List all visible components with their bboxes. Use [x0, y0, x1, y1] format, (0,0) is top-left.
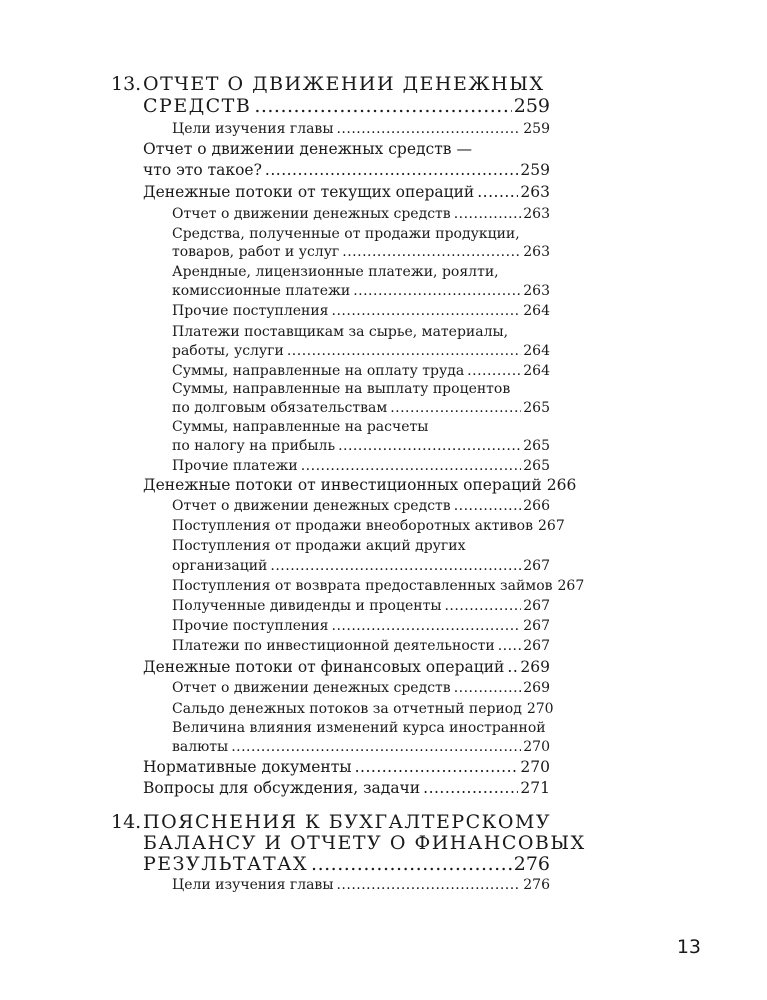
toc-entry [172, 599, 550, 613]
toc-entry-text: Суммы, направленные на оплату труда [172, 363, 465, 379]
toc-entry [172, 304, 550, 318]
toc-entry-text: работы, услуги [172, 343, 284, 359]
toc-entry [172, 539, 465, 553]
toc-page-number: 259 [523, 121, 550, 137]
toc-entry [172, 878, 550, 892]
toc-page-number: 263 [523, 283, 550, 299]
toc-entry-text: Денежные потоки от инвестиционных операций [143, 476, 542, 494]
chapter-title-text: ОТЧЕТ О ДВИЖЕНИИ ДЕНЕЖНЫХ [143, 73, 545, 95]
toc-page-number: 266 [546, 476, 577, 494]
toc-entry [143, 163, 550, 179]
dot-leader [390, 401, 521, 415]
dot-leader [477, 185, 518, 201]
toc-page-number: 264 [523, 303, 550, 319]
toc-entry [172, 344, 550, 358]
toc-entry-text: Цели изучения главы [172, 121, 334, 137]
toc-page-number: 267 [538, 518, 565, 534]
toc-page-number: 265 [523, 458, 550, 474]
chapter-title-text: СРЕДСТВ [143, 95, 252, 117]
toc-entry-text: валюты [172, 739, 229, 755]
toc-entry-text: Цели изучения главы [172, 877, 334, 893]
toc-entry [172, 721, 546, 735]
toc-entry-text: Средства, полученные от продажи продукции, [172, 226, 520, 242]
dot-leader [454, 499, 522, 513]
toc-entry-text: Прочие поступления [172, 618, 329, 634]
toc-entry [172, 122, 550, 136]
toc-entry-text: Суммы, направленные на расчеты [172, 419, 429, 435]
toc-page-number: 259 [513, 95, 550, 117]
chapter-title-text: ПОЯСНЕНИЯ К БУХГАЛТЕРСКОМУ [143, 811, 552, 833]
toc-entry [172, 265, 499, 279]
toc-entry-text: Поступления от продажи внеоборотных активов [172, 518, 533, 534]
dot-leader [507, 660, 518, 676]
toc-page-number: 267 [557, 578, 585, 594]
dot-leader [265, 163, 518, 179]
toc-page-number: 276 [513, 853, 550, 875]
toc-page-number: 270 [520, 758, 550, 776]
toc-page-number: 271 [520, 779, 550, 797]
toc-page-number: 267 [523, 558, 550, 574]
toc-page-number: 264 [523, 363, 550, 379]
toc-entry-text: Денежные потоки от текущих операций [143, 183, 475, 201]
toc-page-number: 269 [520, 658, 550, 676]
dot-leader [444, 599, 521, 613]
chapter-number: 14. [111, 811, 142, 833]
toc-entry [172, 578, 585, 594]
toc-entry-text: Величина влияния изменений курса иностранной [172, 720, 546, 736]
toc-entry [172, 227, 520, 241]
toc-entry [143, 185, 550, 201]
toc-entry-text: Прочие поступления [172, 303, 329, 319]
toc-page-number: 265 [523, 400, 550, 416]
toc-entry-text: Платежи по инвестиционной деятельности [172, 638, 495, 654]
toc-entry-text: Отчет о движении денежных средств [172, 680, 451, 696]
toc-entry [172, 559, 550, 573]
dot-leader [338, 439, 521, 453]
toc-entry-text: Сальдо денежных потоков за отчетный период [172, 701, 522, 717]
toc-page-number: 263 [520, 183, 550, 201]
dot-leader [355, 760, 519, 776]
toc-entry [172, 740, 550, 754]
toc-entry [143, 476, 577, 494]
page-number: 13 [676, 936, 701, 958]
dot-leader [454, 207, 522, 221]
dot-leader [342, 245, 521, 259]
toc-entry-text: Поступления от продажи акций других [172, 538, 466, 554]
toc-entry [143, 760, 550, 776]
chapter-title-text: БАЛАНСУ И ОТЧЕТУ О ФИНАНСОВЫХ [143, 832, 586, 854]
chapter-title [143, 855, 550, 874]
toc-entry-text: Вопросы для обсуждения, задачи [143, 779, 421, 797]
toc-entry-text: по налогу на прибыль [172, 438, 336, 454]
dot-leader [270, 559, 521, 573]
chapter-title [143, 834, 586, 853]
toc-entry-text: Арендные, лицензионные платежи, роялти, [172, 264, 499, 280]
dot-leader [336, 878, 521, 892]
dot-leader [311, 855, 512, 874]
toc-entry [172, 701, 554, 717]
toc-entry-text: Нормативные документы [143, 758, 352, 776]
toc-entry [172, 245, 550, 259]
toc-entry-text: Отчет о движении денежных средств — [143, 140, 472, 158]
dot-leader [231, 740, 521, 754]
dot-leader [254, 97, 511, 116]
dot-leader [454, 681, 522, 695]
toc-page-number: 267 [523, 638, 550, 654]
toc-page-number: 267 [523, 618, 550, 634]
toc-entry [172, 499, 550, 513]
toc-page-number: 276 [523, 877, 550, 893]
toc-entry-text: по долговым обязательствам [172, 400, 388, 416]
toc-entry-text: товаров, работ и услуг [172, 244, 340, 260]
toc-page-number: 266 [523, 498, 550, 514]
dot-leader [467, 364, 521, 378]
toc-entry-text: Суммы, направленные на выплату процентов [172, 381, 511, 397]
toc-entry-text: что это такое? [143, 161, 262, 179]
toc-entry [172, 619, 550, 633]
toc-entry [172, 325, 508, 339]
toc-page-number: 270 [526, 701, 554, 717]
toc-entry [172, 518, 565, 534]
dot-leader [287, 344, 521, 358]
chapter-number: 13. [111, 73, 142, 95]
toc-entry [172, 681, 550, 695]
toc-entry [143, 660, 550, 676]
toc-entry-text: организаций [172, 558, 268, 574]
chapter-title-text: РЕЗУЛЬТАТАХ [143, 853, 309, 875]
toc-entry [143, 781, 550, 797]
toc-entry-text: Прочие платежи [172, 458, 298, 474]
toc-entry [172, 382, 510, 396]
toc-entry-text: Полученные дивиденды и проценты [172, 598, 442, 614]
toc-page-number: 269 [523, 680, 550, 696]
toc-entry [172, 207, 550, 221]
toc-page-number: 264 [523, 343, 550, 359]
toc-entry [143, 142, 472, 158]
dot-leader [332, 304, 522, 318]
chapter-title [143, 75, 544, 94]
toc-page-number: 263 [523, 244, 550, 260]
dot-leader [336, 122, 521, 136]
toc-page-number: 267 [523, 598, 550, 614]
toc-entry-text: Денежные потоки от финансовых операций [143, 658, 505, 676]
toc-page-number: 263 [523, 206, 550, 222]
dot-leader [332, 619, 522, 633]
toc-entry [172, 284, 550, 298]
toc-entry-text: комиссионные платежи [172, 283, 351, 299]
dot-leader [498, 639, 522, 653]
toc-page-number: 259 [520, 161, 550, 179]
toc-entry-text: Платежи поставщикам за сырье, материалы, [172, 324, 509, 340]
toc-entry-text: Отчет о движении денежных средств [172, 206, 451, 222]
toc-entry [172, 420, 428, 434]
dot-leader [423, 781, 518, 797]
toc-entry [172, 439, 550, 453]
chapter-title [143, 97, 550, 116]
toc-page-number: 265 [523, 438, 550, 454]
dot-leader [353, 284, 521, 298]
toc-entry-text: Поступления от возврата предоставленных займов [172, 578, 553, 594]
chapter-title [143, 813, 551, 832]
toc-entry [172, 401, 550, 415]
toc-entry [172, 459, 550, 473]
toc-entry [172, 364, 550, 378]
toc-page-number: 270 [523, 739, 550, 755]
dot-leader [301, 459, 522, 473]
toc-entry-text: Отчет о движении денежных средств [172, 498, 451, 514]
toc-entry [172, 639, 550, 653]
